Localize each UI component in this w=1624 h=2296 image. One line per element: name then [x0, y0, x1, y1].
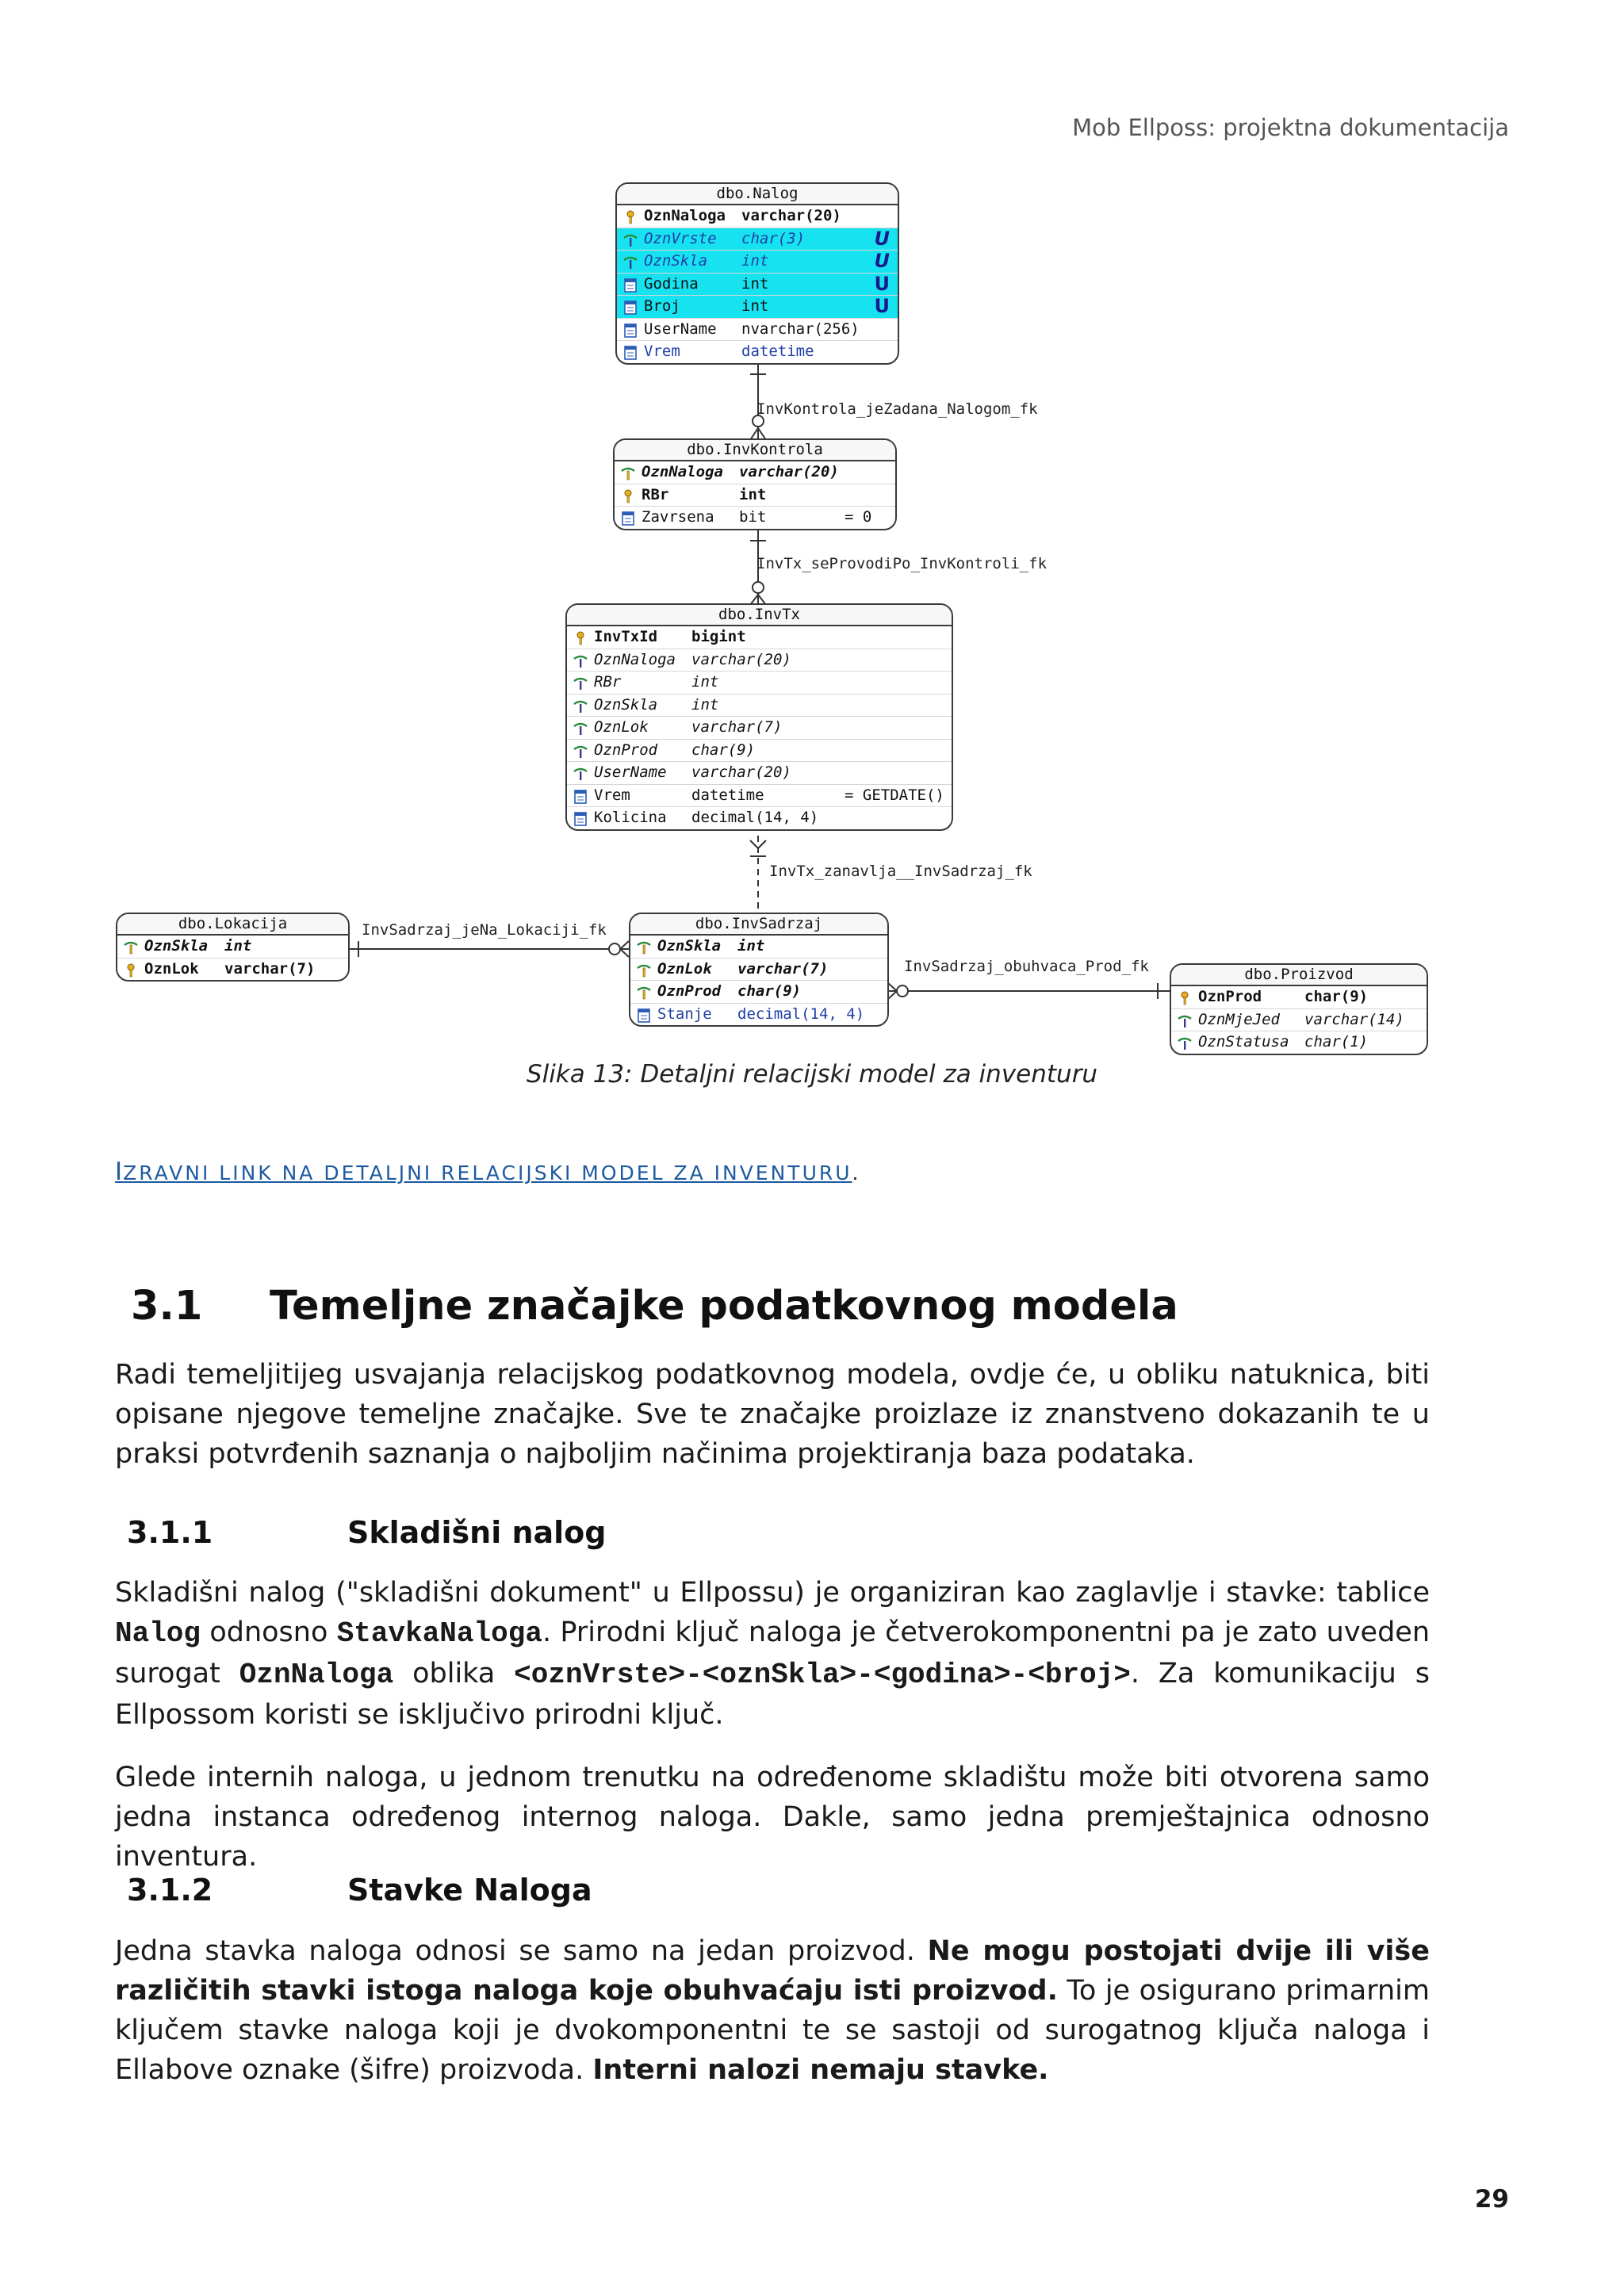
key-icon	[621, 488, 635, 503]
table-column: OznNaloga varchar(20)	[567, 649, 952, 672]
table-column: OznProd char(9)	[630, 981, 887, 1004]
key-icon	[623, 209, 638, 224]
key-icon	[1178, 990, 1192, 1004]
table-column: OznNaloga varchar(20)	[617, 205, 898, 228]
column-icon	[623, 300, 638, 314]
table-invtx	[565, 603, 953, 831]
intro-paragraph: Radi temeljitijeg usvajanja relacijskog podatkovnog modela, ovdje će, u obliku natuknica, biti opisane njegove temeljne značajke. Sve te značajke proizlaze iz znanstveno dokazanih te u praksi potvrđenih saznanja o najboljim načinima projektiranja baza podataka.	[115, 1359, 1430, 1470]
table-title: dbo.Proizvod	[1171, 965, 1427, 986]
table-column: OznMjeJed varchar(14)	[1171, 1009, 1427, 1032]
table-column: OznSkla int	[567, 695, 952, 718]
table-column: OznProd char(9)	[1171, 986, 1427, 1009]
relationship-label: InvSadrzaj_obuhvaca_Prod_fk	[904, 958, 1149, 975]
key-icon	[124, 962, 138, 977]
table-column: OznSkla int U	[617, 251, 898, 274]
paragraph-stavke-naloga: Jedna stavka naloga odnosi se samo na jedan proizvod. Ne mogu postojati dvije ili više različitih stavki istoga naloga koje obuhvaćaju isti proizvod. To je osigurano primarnim ključem stavke naloga koji je dvokomponentni te se sastoji od surogatnog ključa naloga i Ellabove oznake (šifre) proizvoda. Interni nalozi nemaju stavke.	[115, 1935, 1431, 2086]
table-column: Zavrsena bit = 0	[615, 507, 895, 529]
subsection-heading: 3.1.2 Stavke Naloga	[127, 1873, 592, 1908]
foreign-key-icon	[573, 744, 588, 758]
table-title: dbo.InvTx	[567, 605, 952, 626]
direct-link[interactable]: IZRAVNI LINK NA DETALJNI RELACIJSKI MODEL ZA INVENTURU	[115, 1158, 852, 1186]
table-column: UserName varchar(20)	[567, 762, 952, 785]
table-title: dbo.InvKontrola	[615, 440, 895, 461]
subsection-heading: 3.1.1 Skladišni nalog	[127, 1515, 607, 1550]
foreign-key-icon	[1178, 1035, 1192, 1050]
key-icon	[573, 630, 588, 645]
table-column: Vrem datetime	[617, 341, 898, 363]
table-column: Stanje decimal(14, 4)	[630, 1004, 887, 1026]
running-header: Mob Ellposs: projektna dokumentacija	[1072, 114, 1509, 141]
table-column: OznProd char(9)	[567, 740, 952, 763]
relationship-label: InvTx_seProvodiPo_InvKontroli_fk	[756, 555, 1048, 572]
column-icon	[573, 789, 588, 803]
table-title: dbo.InvSadrzaj	[630, 914, 887, 936]
table-title: dbo.Nalog	[617, 184, 898, 205]
key-foreign-key-icon	[124, 939, 138, 954]
section-heading: 3.1 Temeljne značajke podatkovnog modela	[131, 1283, 1178, 1330]
key-foreign-key-icon	[621, 465, 635, 480]
er-diagram	[0, 0, 1624, 1062]
table-column: OznLok varchar(7)	[630, 959, 887, 982]
key-foreign-key-icon	[637, 939, 651, 954]
table-column: OznSkla int	[630, 936, 887, 959]
page-number: 29	[1474, 2185, 1509, 2214]
relationship-label: InvTx_zanavlja__InvSadrzaj_fk	[769, 863, 1032, 880]
foreign-key-icon	[573, 721, 588, 735]
column-icon	[623, 277, 638, 292]
table-column: OznStatusa char(1)	[1171, 1031, 1427, 1054]
foreign-key-icon	[573, 766, 588, 780]
table-column: RBr int	[567, 672, 952, 695]
column-icon	[573, 811, 588, 825]
unique-marker: U	[874, 250, 890, 272]
relationship-lines	[0, 0, 1624, 1062]
foreign-key-icon	[1178, 1013, 1192, 1027]
table-column: InvTxId bigint	[567, 626, 952, 649]
table-nalog	[615, 182, 899, 365]
column-icon	[621, 511, 635, 525]
unique-marker: U	[874, 227, 890, 250]
paragraph-interni-nalozi: Glede internih naloga, u jednom trenutku na određenome skladištu može biti otvorena samo jedna instanca određenog internog naloga. Dakle, samo jedna premještajnica odnosno inventura.	[115, 1762, 1430, 1873]
table-column: OznSkla int	[117, 936, 348, 959]
foreign-key-icon	[573, 698, 588, 713]
table-column: OznLok varchar(7)	[567, 717, 952, 740]
foreign-key-icon	[623, 232, 638, 247]
key-foreign-key-icon	[637, 962, 651, 977]
table-lokacija	[116, 913, 350, 982]
table-column: Vrem datetime = GETDATE()	[567, 785, 952, 808]
table-column: Broj int U	[617, 296, 898, 319]
table-column: RBr int	[615, 484, 895, 507]
relationship-label: InvSadrzaj_jeNa_Lokaciji_fk	[362, 921, 607, 939]
unique-marker: U	[874, 295, 890, 317]
figure-caption: Slika 13: Detaljni relacijski model za inventuru	[526, 1060, 1098, 1089]
foreign-key-icon	[573, 653, 588, 668]
table-invsadrzaj	[629, 913, 889, 1027]
table-column: UserName nvarchar(256)	[617, 319, 898, 342]
column-icon	[637, 1008, 651, 1022]
table-column: Godina int U	[617, 274, 898, 297]
foreign-key-icon	[573, 675, 588, 690]
table-column: OznLok varchar(7)	[117, 959, 348, 981]
column-icon	[623, 323, 638, 337]
table-column: OznVrste char(3) U	[617, 228, 898, 251]
direct-link-line: IZRAVNI LINK NA DETALJNI RELACIJSKI MODEL ZA INVENTURU.	[115, 1158, 861, 1186]
table-column: Kolicina decimal(14, 4)	[567, 807, 952, 829]
unique-marker: U	[874, 272, 890, 295]
paragraph-skladisni-nalog: Skladišni nalog ("skladišni dokument" u Ellpossu) je organiziran kao zaglavlje i stavke: tablice Nalog odnosno StavkaNaloga. Prirodni ključ naloga je četverokomponentni pa je zato uveden surogat OznNaloga oblika <oznVrste>-<oznSkla>-<godina>-<broj>. Za komunikaciju s Ellpossom koristi se isključivo prirodni ključ.	[115, 1577, 1431, 1731]
column-icon	[623, 345, 638, 359]
table-invkontrola	[613, 438, 897, 530]
relationship-label: InvKontrola_jeZadana_Nalogom_fk	[756, 400, 1038, 418]
table-title: dbo.Lokacija	[117, 914, 348, 936]
key-foreign-key-icon	[637, 985, 651, 999]
foreign-key-icon	[623, 254, 638, 269]
table-proizvod	[1170, 963, 1428, 1055]
table-column: OznNaloga varchar(20)	[615, 461, 895, 484]
